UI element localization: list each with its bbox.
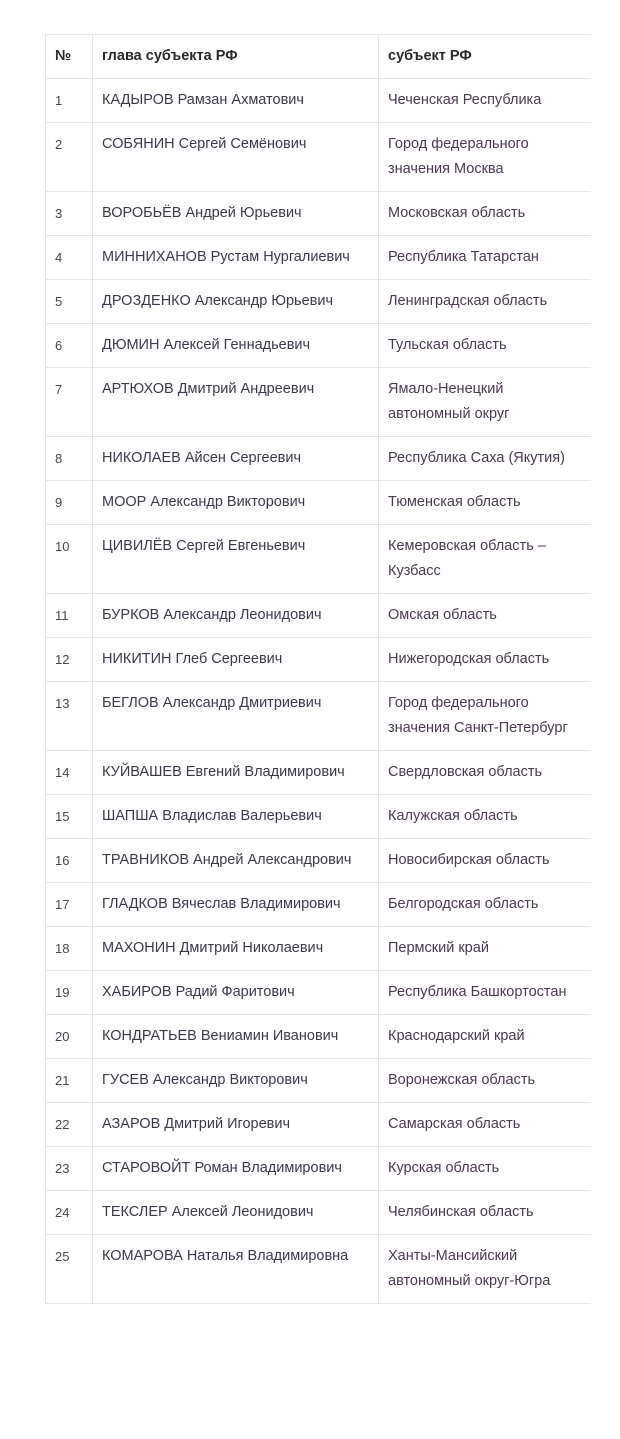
subject-name: Республика Саха (Якутия) — [379, 437, 592, 481]
row-number: 4 — [46, 236, 93, 280]
head-name: МООР Александр Викторович — [93, 481, 379, 525]
table-row — [46, 839, 592, 883]
row-number: 7 — [46, 368, 93, 437]
table-row — [46, 192, 592, 236]
subject-name: Кемеровская область – Кузбасс — [379, 525, 592, 594]
row-number: 18 — [46, 927, 93, 971]
subject-name: Воронежская область — [379, 1059, 592, 1103]
row-number: 20 — [46, 1015, 93, 1059]
subject-name: Ханты-Мансийский автономный округ-Югра — [379, 1235, 592, 1304]
row-number: 14 — [46, 751, 93, 795]
row-number: 2 — [46, 123, 93, 192]
subject-name: Новосибирская область — [379, 839, 592, 883]
head-name: НИКИТИН Глеб Сергеевич — [93, 638, 379, 682]
row-number: 13 — [46, 682, 93, 751]
head-name: ЦИВИЛЁВ Сергей Евгеньевич — [93, 525, 379, 594]
subject-name: Пермский край — [379, 927, 592, 971]
table-row — [46, 1191, 592, 1235]
governors-table — [45, 34, 591, 1304]
table-row — [46, 594, 592, 638]
subject-name: Нижегородская область — [379, 638, 592, 682]
table-row — [46, 79, 592, 123]
table-row — [46, 1103, 592, 1147]
subject-name: Московская область — [379, 192, 592, 236]
row-number: 22 — [46, 1103, 93, 1147]
subject-name: Чеченская Республика — [379, 79, 592, 123]
table-row — [46, 123, 592, 192]
table-row — [46, 682, 592, 751]
row-number: 9 — [46, 481, 93, 525]
subject-name: Калужская область — [379, 795, 592, 839]
row-number: 11 — [46, 594, 93, 638]
head-name: МИННИХАНОВ Рустам Нургалиевич — [93, 236, 379, 280]
row-number: 6 — [46, 324, 93, 368]
head-name: КОМАРОВА Наталья Владимировна — [93, 1235, 379, 1304]
head-name: ДЮМИН Алексей Геннадьевич — [93, 324, 379, 368]
head-name: ШАПША Владислав Валерьевич — [93, 795, 379, 839]
head-name: АЗАРОВ Дмитрий Игоревич — [93, 1103, 379, 1147]
subject-name: Краснодарский край — [379, 1015, 592, 1059]
table-row — [46, 883, 592, 927]
row-number: 16 — [46, 839, 93, 883]
subject-name: Республика Татарстан — [379, 236, 592, 280]
subject-name: Самарская область — [379, 1103, 592, 1147]
row-number: 21 — [46, 1059, 93, 1103]
table-row — [46, 1059, 592, 1103]
row-number: 25 — [46, 1235, 93, 1304]
head-name: ТРАВНИКОВ Андрей Александрович — [93, 839, 379, 883]
row-number: 24 — [46, 1191, 93, 1235]
head-name: БЕГЛОВ Александр Дмитриевич — [93, 682, 379, 751]
table-row — [46, 927, 592, 971]
table-row — [46, 525, 592, 594]
subject-name: Город федерального значения Москва — [379, 123, 592, 192]
subject-name: Омская область — [379, 594, 592, 638]
head-name: АРТЮХОВ Дмитрий Андреевич — [93, 368, 379, 437]
table-row — [46, 280, 592, 324]
head-name: ДРОЗДЕНКО Александр Юрьевич — [93, 280, 379, 324]
table-row — [46, 638, 592, 682]
head-name: ВОРОБЬЁВ Андрей Юрьевич — [93, 192, 379, 236]
row-number: 17 — [46, 883, 93, 927]
row-number: 8 — [46, 437, 93, 481]
head-name: МАХОНИН Дмитрий Николаевич — [93, 927, 379, 971]
subject-name: Белгородская область — [379, 883, 592, 927]
table-row — [46, 324, 592, 368]
row-number: 19 — [46, 971, 93, 1015]
table-row — [46, 437, 592, 481]
row-number: 12 — [46, 638, 93, 682]
head-name: ХАБИРОВ Радий Фаритович — [93, 971, 379, 1015]
row-number: 1 — [46, 79, 93, 123]
head-name: НИКОЛАЕВ Айсен Сергеевич — [93, 437, 379, 481]
head-name: ГЛАДКОВ Вячеслав Владимирович — [93, 883, 379, 927]
subject-name: Курская область — [379, 1147, 592, 1191]
row-number: 10 — [46, 525, 93, 594]
table-row — [46, 751, 592, 795]
row-number: 23 — [46, 1147, 93, 1191]
head-name: ТЕКСЛЕР Алексей Леонидович — [93, 1191, 379, 1235]
column-header-subject: субъект РФ — [379, 35, 592, 79]
table-row — [46, 236, 592, 280]
table-row — [46, 1015, 592, 1059]
row-number: 3 — [46, 192, 93, 236]
table-row — [46, 481, 592, 525]
head-name: КОНДРАТЬЕВ Вениамин Иванович — [93, 1015, 379, 1059]
head-name: СОБЯНИН Сергей Семёнович — [93, 123, 379, 192]
head-name: БУРКОВ Александр Леонидович — [93, 594, 379, 638]
subject-name: Тюменская область — [379, 481, 592, 525]
subject-name: Ямало-Ненецкий автономный округ — [379, 368, 592, 437]
table-row — [46, 971, 592, 1015]
subject-name: Челябинская область — [379, 1191, 592, 1235]
column-header-number: № — [46, 35, 93, 79]
subject-name: Тульская область — [379, 324, 592, 368]
governors-table-container — [45, 34, 591, 1420]
head-name: КУЙВАШЕВ Евгений Владимирович — [93, 751, 379, 795]
subject-name: Свердловская область — [379, 751, 592, 795]
head-name: КАДЫРОВ Рамзан Ахматович — [93, 79, 379, 123]
table-row — [46, 795, 592, 839]
table-row — [46, 368, 592, 437]
head-name: ГУСЕВ Александр Викторович — [93, 1059, 379, 1103]
subject-name: Город федерального значения Санкт-Петербург — [379, 682, 592, 751]
table-row — [46, 1235, 592, 1304]
column-header-head: глава субъекта РФ — [93, 35, 379, 79]
table-header-row — [46, 35, 592, 79]
subject-name: Республика Башкортостан — [379, 971, 592, 1015]
row-number: 5 — [46, 280, 93, 324]
row-number: 15 — [46, 795, 93, 839]
subject-name: Ленинградская область — [379, 280, 592, 324]
head-name: СТАРОВОЙТ Роман Владимирович — [93, 1147, 379, 1191]
table-row — [46, 1147, 592, 1191]
